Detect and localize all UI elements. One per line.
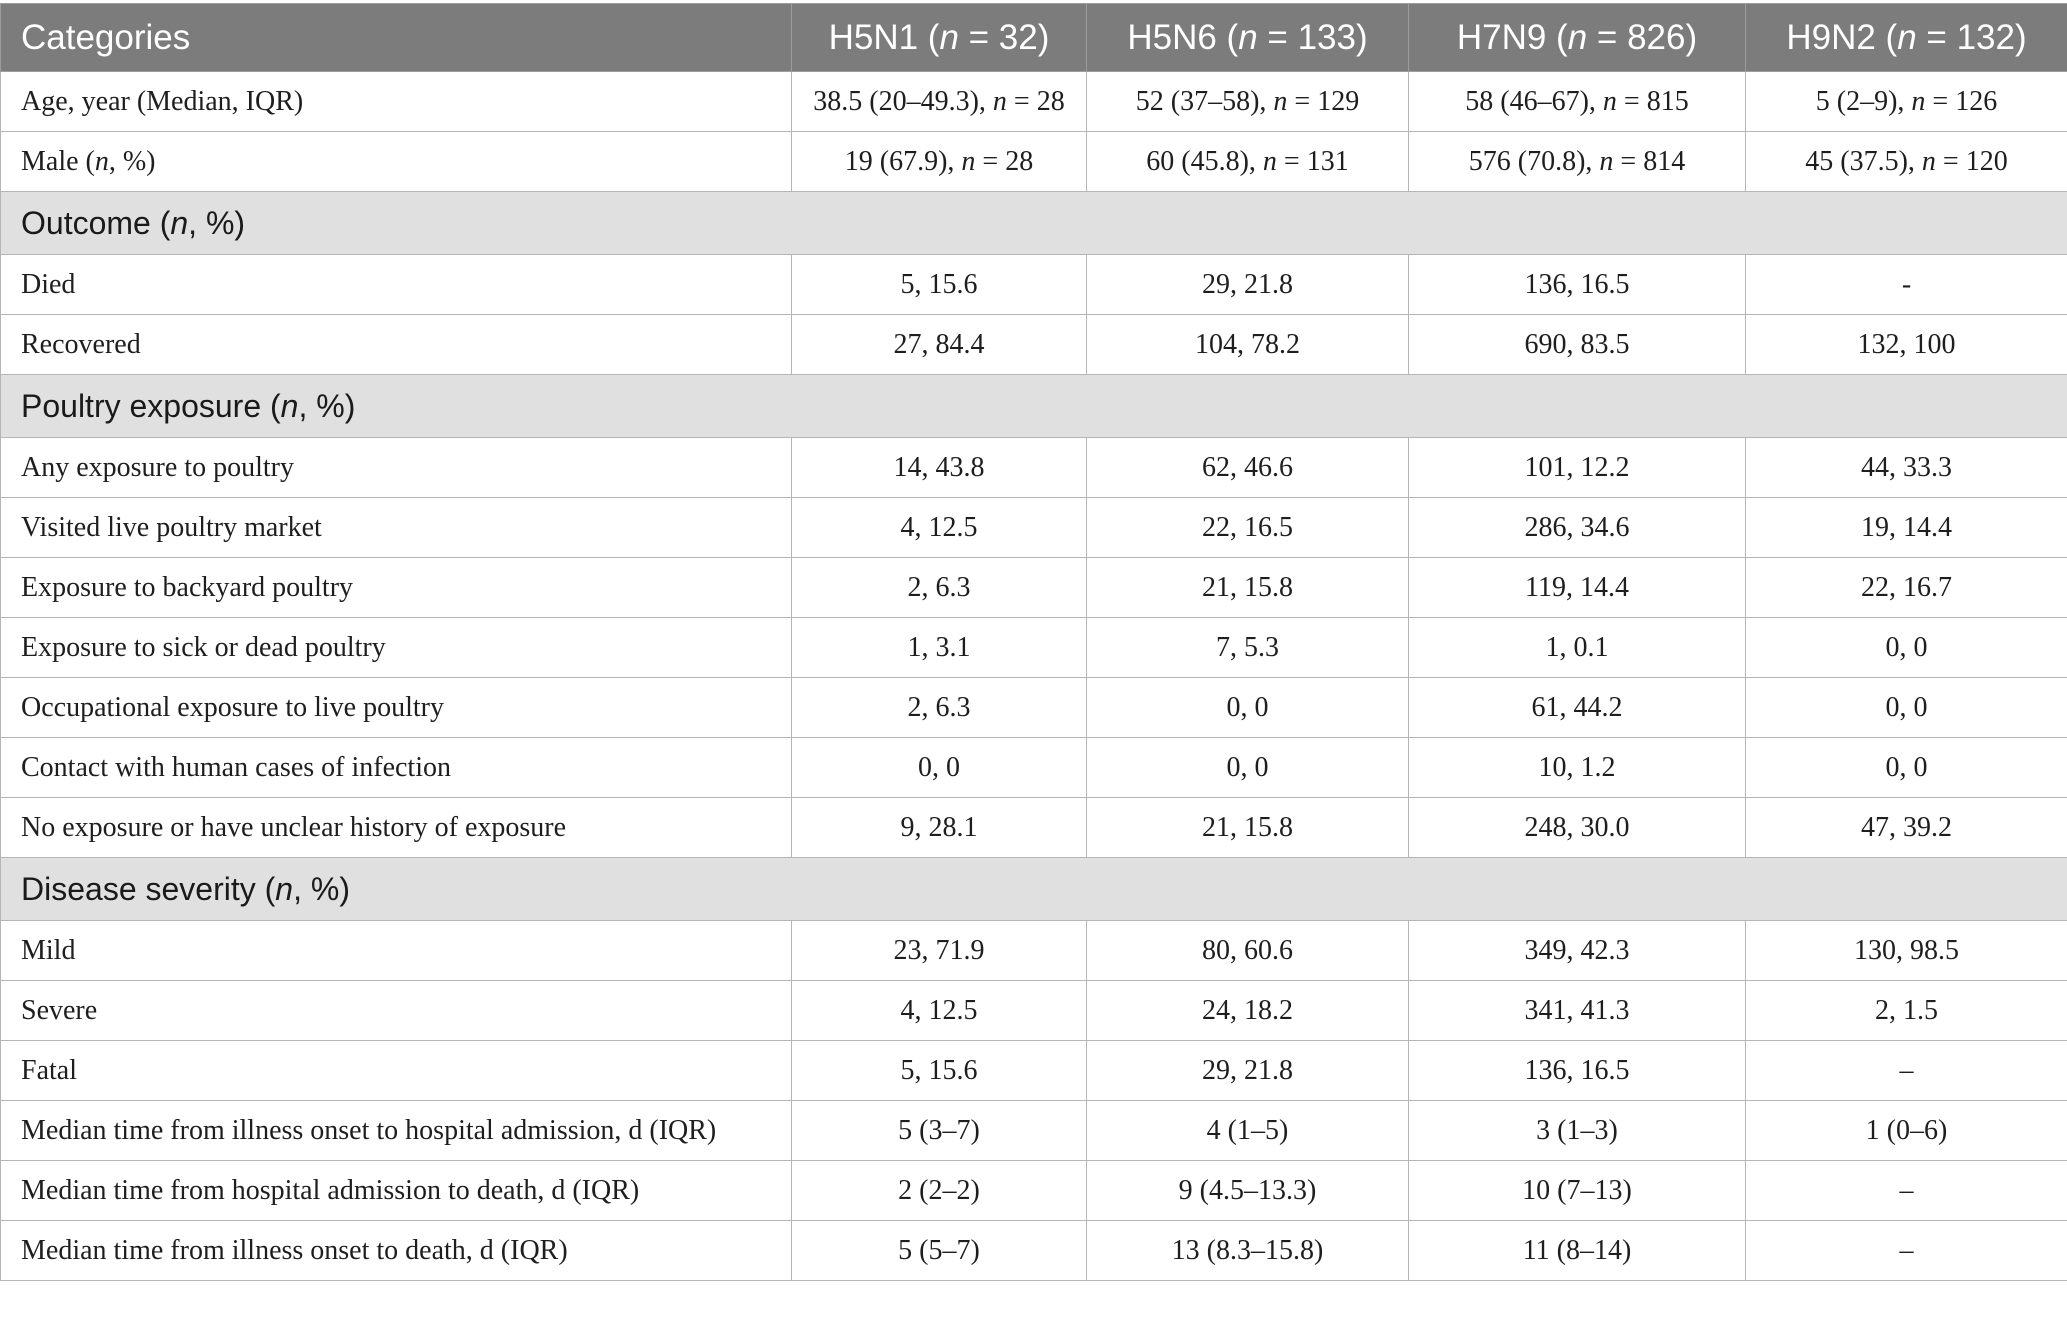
label-text: Male ( bbox=[21, 145, 95, 177]
cell-h5n6: 4 (1–5) bbox=[1087, 1101, 1409, 1161]
cell-h9n2: 130, 98.5 bbox=[1746, 921, 2067, 981]
section-title-text: , %) bbox=[293, 870, 350, 907]
section-title-text: , %) bbox=[298, 387, 356, 424]
cell-text: = 28 bbox=[1006, 85, 1065, 117]
header-h7n9-n: n bbox=[1567, 17, 1588, 57]
cell-text: = 120 bbox=[1935, 145, 2008, 177]
cell-h9n2: 22, 16.7 bbox=[1746, 558, 2067, 618]
cell-h5n6: 9 (4.5–13.3) bbox=[1087, 1161, 1409, 1221]
table-row bbox=[1, 438, 2067, 498]
cell-h5n1: 5, 15.6 bbox=[792, 255, 1087, 315]
table-row bbox=[1, 1101, 2067, 1161]
table-row bbox=[1, 558, 2067, 618]
cell-n: n bbox=[1602, 85, 1617, 117]
cell-text: 60 (45.8), bbox=[1146, 145, 1263, 177]
cell-h7n9: 341, 41.3 bbox=[1409, 981, 1746, 1041]
cell-text: = 129 bbox=[1287, 85, 1360, 117]
cell-n: n bbox=[1911, 85, 1926, 117]
table-row bbox=[1, 738, 2067, 798]
cell-male-h7n9 bbox=[1409, 132, 1746, 192]
table-row bbox=[1, 981, 2067, 1041]
header-h9n2-pre: H9N2 ( bbox=[1786, 17, 1898, 57]
cell-text: = 126 bbox=[1925, 85, 1998, 117]
cell-n: n bbox=[1599, 145, 1614, 177]
row-label: Median time from hospital admission to death, d (IQR) bbox=[1, 1161, 792, 1221]
row-label: Occupational exposure to live poultry bbox=[1, 678, 792, 738]
cell-h9n2: 0, 0 bbox=[1746, 618, 2067, 678]
cell-text: 19 (67.9), bbox=[844, 145, 962, 177]
section-title-text: Disease severity ( bbox=[21, 870, 276, 907]
row-label-male bbox=[1, 132, 792, 192]
cell-h5n6: 21, 15.8 bbox=[1087, 798, 1409, 858]
cell-h9n2: 2, 1.5 bbox=[1746, 981, 2067, 1041]
cell-n: n bbox=[1273, 85, 1288, 117]
cell-h5n1: 5, 15.6 bbox=[792, 1041, 1087, 1101]
cell-h7n9: 3 (1–3) bbox=[1409, 1101, 1746, 1161]
cell-n: n bbox=[992, 85, 1007, 117]
section-title-text: Poultry exposure ( bbox=[21, 387, 281, 424]
header-h5n6-n: n bbox=[1238, 17, 1258, 57]
cell-h9n2: 47, 39.2 bbox=[1746, 798, 2067, 858]
cell-h5n6: 21, 15.8 bbox=[1087, 558, 1409, 618]
row-label-age: Age, year (Median, IQR) bbox=[1, 72, 792, 132]
cell-h5n1: 23, 71.9 bbox=[792, 921, 1087, 981]
table-row bbox=[1, 1221, 2067, 1281]
row-label: Mild bbox=[1, 921, 792, 981]
cell-n: n bbox=[961, 145, 976, 177]
cell-h5n6: 24, 18.2 bbox=[1087, 981, 1409, 1041]
row-label: Exposure to sick or dead poultry bbox=[1, 618, 792, 678]
row-label: No exposure or have unclear history of exposure bbox=[1, 798, 792, 858]
cell-h5n1: 1, 3.1 bbox=[792, 618, 1087, 678]
cell-text: = 131 bbox=[1276, 145, 1349, 177]
row-label: Any exposure to poultry bbox=[1, 438, 792, 498]
section-row-poultry-exposure bbox=[1, 375, 2067, 438]
cell-age-h9n2 bbox=[1746, 72, 2067, 132]
table-row bbox=[1, 618, 2067, 678]
header-categories: Categories bbox=[1, 4, 792, 72]
cell-male-h5n1 bbox=[792, 132, 1087, 192]
data-table-container bbox=[0, 3, 2067, 1281]
section-title-n: n bbox=[275, 870, 294, 907]
cell-h9n2: – bbox=[1746, 1041, 2067, 1101]
header-h9n2-n: n bbox=[1897, 17, 1917, 57]
row-label: Median time from illness onset to death, d (IQR) bbox=[1, 1221, 792, 1281]
cell-h5n1: 9, 28.1 bbox=[792, 798, 1087, 858]
header-h5n1-n: n bbox=[939, 17, 959, 57]
section-title-n: n bbox=[170, 204, 189, 241]
section-title-text: , %) bbox=[188, 204, 246, 241]
cell-h5n6: 104, 78.2 bbox=[1087, 315, 1409, 375]
table-row bbox=[1, 798, 2067, 858]
cell-h7n9: 286, 34.6 bbox=[1409, 498, 1746, 558]
cell-h5n6: 0, 0 bbox=[1087, 738, 1409, 798]
header-h5n1-post: = 32) bbox=[958, 17, 1050, 57]
cell-text: = 815 bbox=[1616, 85, 1689, 117]
cell-male-h9n2 bbox=[1746, 132, 2067, 192]
cell-h9n2: - bbox=[1746, 255, 2067, 315]
header-h7n9-pre: H7N9 ( bbox=[1456, 17, 1568, 57]
cell-h7n9: 690, 83.5 bbox=[1409, 315, 1746, 375]
cell-h5n6: 0, 0 bbox=[1087, 678, 1409, 738]
cell-h9n2: 1 (0–6) bbox=[1746, 1101, 2067, 1161]
cell-h9n2: 19, 14.4 bbox=[1746, 498, 2067, 558]
section-row-disease-severity bbox=[1, 858, 2067, 921]
label-n: n bbox=[94, 145, 109, 177]
header-row bbox=[1, 4, 2067, 72]
table-row bbox=[1, 1041, 2067, 1101]
cell-h5n1: 14, 43.8 bbox=[792, 438, 1087, 498]
cell-h5n6: 80, 60.6 bbox=[1087, 921, 1409, 981]
header-h5n6-pre: H5N6 ( bbox=[1127, 17, 1239, 57]
section-title-disease-severity bbox=[1, 858, 2067, 921]
cell-h7n9: 1, 0.1 bbox=[1409, 618, 1746, 678]
cell-text: = 28 bbox=[975, 145, 1034, 177]
cell-h5n1: 5 (5–7) bbox=[792, 1221, 1087, 1281]
section-title-n: n bbox=[280, 387, 299, 424]
cell-n: n bbox=[1262, 145, 1277, 177]
header-h5n6 bbox=[1087, 4, 1409, 72]
cell-age-h7n9 bbox=[1409, 72, 1746, 132]
cell-h5n6: 62, 46.6 bbox=[1087, 438, 1409, 498]
section-title-outcome bbox=[1, 192, 2067, 255]
cell-h7n9: 349, 42.3 bbox=[1409, 921, 1746, 981]
cell-h7n9: 136, 16.5 bbox=[1409, 255, 1746, 315]
cell-text: 58 (46–67), bbox=[1465, 85, 1603, 117]
cell-h5n6: 29, 21.8 bbox=[1087, 1041, 1409, 1101]
cell-h7n9: 101, 12.2 bbox=[1409, 438, 1746, 498]
cell-h7n9: 119, 14.4 bbox=[1409, 558, 1746, 618]
section-row-outcome bbox=[1, 192, 2067, 255]
table-row bbox=[1, 315, 2067, 375]
cell-h5n6: 13 (8.3–15.8) bbox=[1087, 1221, 1409, 1281]
cell-h5n6: 7, 5.3 bbox=[1087, 618, 1409, 678]
row-label: Severe bbox=[1, 981, 792, 1041]
cell-text: = 814 bbox=[1613, 145, 1686, 177]
table-row-age bbox=[1, 72, 2067, 132]
cell-age-h5n6 bbox=[1087, 72, 1409, 132]
cell-h7n9: 10, 1.2 bbox=[1409, 738, 1746, 798]
cell-h9n2: 0, 0 bbox=[1746, 738, 2067, 798]
cell-h9n2: – bbox=[1746, 1221, 2067, 1281]
cell-h9n2: 0, 0 bbox=[1746, 678, 2067, 738]
cell-h5n6: 29, 21.8 bbox=[1087, 255, 1409, 315]
cell-text: 576 (70.8), bbox=[1468, 145, 1600, 177]
cell-h5n1: 2, 6.3 bbox=[792, 558, 1087, 618]
cell-h5n6: 22, 16.5 bbox=[1087, 498, 1409, 558]
section-title-poultry-exposure bbox=[1, 375, 2067, 438]
header-h5n1 bbox=[792, 4, 1087, 72]
cell-h7n9: 248, 30.0 bbox=[1409, 798, 1746, 858]
avian-influenza-table bbox=[0, 3, 2067, 1281]
table-row bbox=[1, 921, 2067, 981]
section-title-text: Outcome ( bbox=[21, 204, 171, 241]
cell-h9n2: 132, 100 bbox=[1746, 315, 2067, 375]
row-label: Visited live poultry market bbox=[1, 498, 792, 558]
table-row bbox=[1, 255, 2067, 315]
cell-h7n9: 136, 16.5 bbox=[1409, 1041, 1746, 1101]
header-h7n9-post: = 826) bbox=[1587, 17, 1698, 57]
cell-h9n2: 44, 33.3 bbox=[1746, 438, 2067, 498]
cell-h9n2: – bbox=[1746, 1161, 2067, 1221]
cell-text: 45 (37.5), bbox=[1805, 145, 1922, 177]
cell-h7n9: 11 (8–14) bbox=[1409, 1221, 1746, 1281]
row-label: Died bbox=[1, 255, 792, 315]
cell-h5n1: 4, 12.5 bbox=[792, 498, 1087, 558]
row-label: Contact with human cases of infection bbox=[1, 738, 792, 798]
label-text: , %) bbox=[108, 145, 156, 177]
cell-h5n1: 2 (2–2) bbox=[792, 1161, 1087, 1221]
header-h5n1-pre: H5N1 ( bbox=[828, 17, 940, 57]
row-label: Median time from illness onset to hospital admission, d (IQR) bbox=[1, 1101, 792, 1161]
row-label: Fatal bbox=[1, 1041, 792, 1101]
cell-h5n1: 5 (3–7) bbox=[792, 1101, 1087, 1161]
cell-h5n1: 0, 0 bbox=[792, 738, 1087, 798]
row-label: Exposure to backyard poultry bbox=[1, 558, 792, 618]
cell-h7n9: 61, 44.2 bbox=[1409, 678, 1746, 738]
table-row-male bbox=[1, 132, 2067, 192]
header-h7n9 bbox=[1409, 4, 1746, 72]
cell-n: n bbox=[1921, 145, 1936, 177]
cell-h5n1: 2, 6.3 bbox=[792, 678, 1087, 738]
header-h9n2 bbox=[1746, 4, 2067, 72]
cell-text: 5 (2–9), bbox=[1815, 85, 1912, 117]
table-row bbox=[1, 678, 2067, 738]
cell-h5n1: 4, 12.5 bbox=[792, 981, 1087, 1041]
cell-h7n9: 10 (7–13) bbox=[1409, 1161, 1746, 1221]
table-row bbox=[1, 1161, 2067, 1221]
cell-male-h5n6 bbox=[1087, 132, 1409, 192]
cell-text: 38.5 (20–49.3), bbox=[813, 85, 993, 117]
header-h5n6-post: = 133) bbox=[1257, 17, 1368, 57]
row-label: Recovered bbox=[1, 315, 792, 375]
table-row bbox=[1, 498, 2067, 558]
cell-h5n1: 27, 84.4 bbox=[792, 315, 1087, 375]
cell-age-h5n1 bbox=[792, 72, 1087, 132]
cell-text: 52 (37–58), bbox=[1135, 85, 1274, 117]
header-h9n2-post: = 132) bbox=[1916, 17, 2027, 57]
